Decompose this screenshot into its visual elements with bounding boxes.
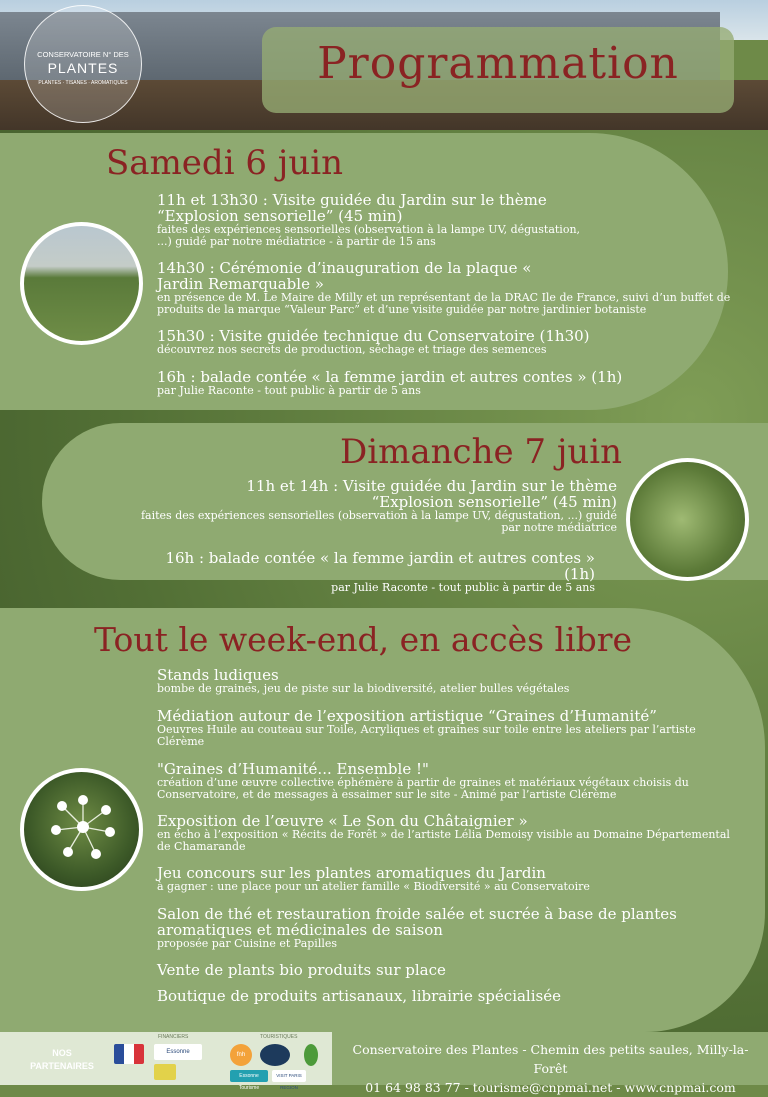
wk-event-8 bbox=[157, 988, 717, 1004]
wk-event-4-desc: en écho à l’exposition « Récits de Forêt » de l’artiste Lélia Demoisy visible au Domaine Départemental de Chamarande bbox=[157, 828, 730, 853]
wk-event-5-desc: à gagner : une place pour un atelier famille « Biodiversité » au Conservatoire bbox=[157, 880, 590, 893]
conservatoire-logo bbox=[24, 5, 142, 123]
saturday-heading: Samedi 6 juin bbox=[106, 143, 344, 183]
sat-event-1-title: 11h et 13h30 : Visite guidée du Jardin sur le thème “Explosion sensorielle” (45 min) bbox=[157, 191, 547, 225]
wk-event-1-desc: bombe de graines, jeu de piste sur la biodiversité, atelier bulles végétales bbox=[157, 682, 570, 695]
partner-logos bbox=[110, 1034, 330, 1091]
sun-event-2-desc: par Julie Raconte - tout public à partir de 5 ans bbox=[331, 581, 595, 594]
logo-line2: PLANTES bbox=[47, 60, 119, 76]
wk-event-6-desc: proposée par Cuisine et Papilles bbox=[157, 937, 338, 950]
flower-icon bbox=[48, 792, 118, 862]
sat-event-3-desc: découvrez nos secrets de production, séchage et triage des semences bbox=[157, 343, 547, 356]
wk-event-3-desc: création d’une œuvre collective éphémère à partir de graines et matériaux végétaux choisis du Conservatoire, et de messages à essaimer sur le site - Animé par l’artiste Clérème bbox=[157, 776, 689, 801]
wk-event-2 bbox=[157, 708, 732, 748]
green-logo bbox=[304, 1044, 318, 1066]
partners-label: NOS PARTENAIRES bbox=[30, 1048, 94, 1071]
partner-logo-small bbox=[154, 1064, 176, 1080]
wk-event-3 bbox=[157, 761, 732, 801]
sun-event-1-title: 11h et 14h : Visite guidée du Jardin sur le thème “Explosion sensorielle” (45 min) bbox=[246, 477, 617, 511]
pnr-logo bbox=[260, 1044, 290, 1066]
logo-line1: CONSERVATOIRE N° DES bbox=[37, 50, 129, 59]
garden-visit-photo bbox=[20, 222, 143, 345]
white-flower-photo bbox=[20, 768, 143, 891]
sat-event-4 bbox=[157, 369, 717, 397]
weekend-heading: Tout le week-end, en accès libre bbox=[94, 620, 633, 659]
address-text: Conservatoire des Plantes - Chemin des petits saules, Milly-la-Forêt bbox=[352, 1042, 749, 1076]
sat-event-2-desc: en présence de M. Le Maire de Milly et un représentant de la DRAC Ile de France, suivi d’un buffet de produits de la marque “Valeur Parc” et d’une visite guidée par notre jardinier botaniste bbox=[157, 291, 731, 316]
wk-event-2-title: Médiation autour de l’exposition artistique “Graines d’Humanité” bbox=[157, 707, 657, 725]
sat-event-4-desc: par Julie Raconte - tout public à partir de 5 ans bbox=[157, 384, 421, 397]
wk-event-5-title: Jeu concours sur les plantes aromatiques du Jardin bbox=[157, 864, 546, 882]
phone-email-web-text: 01 64 98 83 77 - tourisme@cnpmai.net - www.cnpmai.com bbox=[365, 1080, 736, 1095]
sat-event-4-title: 16h : balade contée « la femme jardin et autres contes » (1h) bbox=[157, 368, 623, 386]
sat-event-1-desc: faites des expériences sensorielles (observation à la lampe UV, dégustation, ...) guidé par notre médiatrice - à partir de 15 ans bbox=[157, 223, 581, 248]
wk-event-1 bbox=[157, 667, 717, 695]
wk-event-4-title: Exposition de l’œuvre « Le Son du Châtaignier » bbox=[157, 812, 528, 830]
essonne-logo: Essonne bbox=[154, 1044, 202, 1060]
wk-event-2-desc: Oeuvres Huile au couteau sur Toile, Acryliques et graines sur toile entre les ateliers par l’artiste Clérème bbox=[157, 723, 696, 748]
page-title: Programmation bbox=[317, 38, 679, 89]
sun-event-2-title: 16h : balade contée « la femme jardin et autres contes » (1h) bbox=[165, 549, 595, 583]
sun-event-1-desc: faites des expériences sensorielles (observation à la lampe UV, dégustation, ...) guidé par notre médiatrice bbox=[140, 509, 617, 534]
tourism-label: TOURISTIQUES bbox=[260, 1034, 298, 1040]
ladybug-plant-photo bbox=[626, 458, 749, 581]
wk-event-7-title: Vente de plants bio produits sur place bbox=[157, 961, 446, 979]
essonne-tourisme-logo: Essonne Tourisme bbox=[230, 1070, 268, 1082]
wk-event-6-title: Salon de thé et restauration froide salée et sucrée à base de plantes aromatiques et médicinales de saison bbox=[157, 905, 677, 939]
wk-event-4 bbox=[157, 813, 732, 853]
wk-event-7 bbox=[157, 962, 717, 978]
fnh-logo: fnh bbox=[230, 1044, 252, 1066]
visit-paris-region-logo: VISIT PARIS REGION bbox=[272, 1070, 306, 1082]
wk-event-1-title: Stands ludiques bbox=[157, 666, 279, 684]
sunday-heading: Dimanche 7 juin bbox=[340, 432, 623, 472]
wk-event-3-title: "Graines d’Humanité... Ensemble !" bbox=[157, 760, 429, 778]
sat-event-3 bbox=[157, 328, 717, 356]
sun-event-1 bbox=[140, 478, 617, 534]
wk-event-8-title: Boutique de produits artisanaux, librairie spécialisée bbox=[157, 987, 561, 1005]
financiers-label: FINANCIERS bbox=[158, 1034, 189, 1040]
sun-event-2 bbox=[130, 550, 595, 594]
sat-event-3-title: 15h30 : Visite guidée technique du Conservatoire (1h30) bbox=[157, 327, 590, 345]
contact-info bbox=[338, 1040, 763, 1097]
sat-event-2 bbox=[157, 260, 747, 316]
logo-line3: PLANTES · TISANES · AROMATIQUES bbox=[38, 80, 128, 86]
wk-event-5 bbox=[157, 865, 732, 893]
wk-event-6 bbox=[157, 906, 717, 950]
sat-event-1 bbox=[157, 192, 597, 248]
sat-event-2-title: 14h30 : Cérémonie d’inauguration de la plaque « Jardin Remarquable » bbox=[157, 259, 532, 293]
republique-logo bbox=[114, 1044, 144, 1064]
